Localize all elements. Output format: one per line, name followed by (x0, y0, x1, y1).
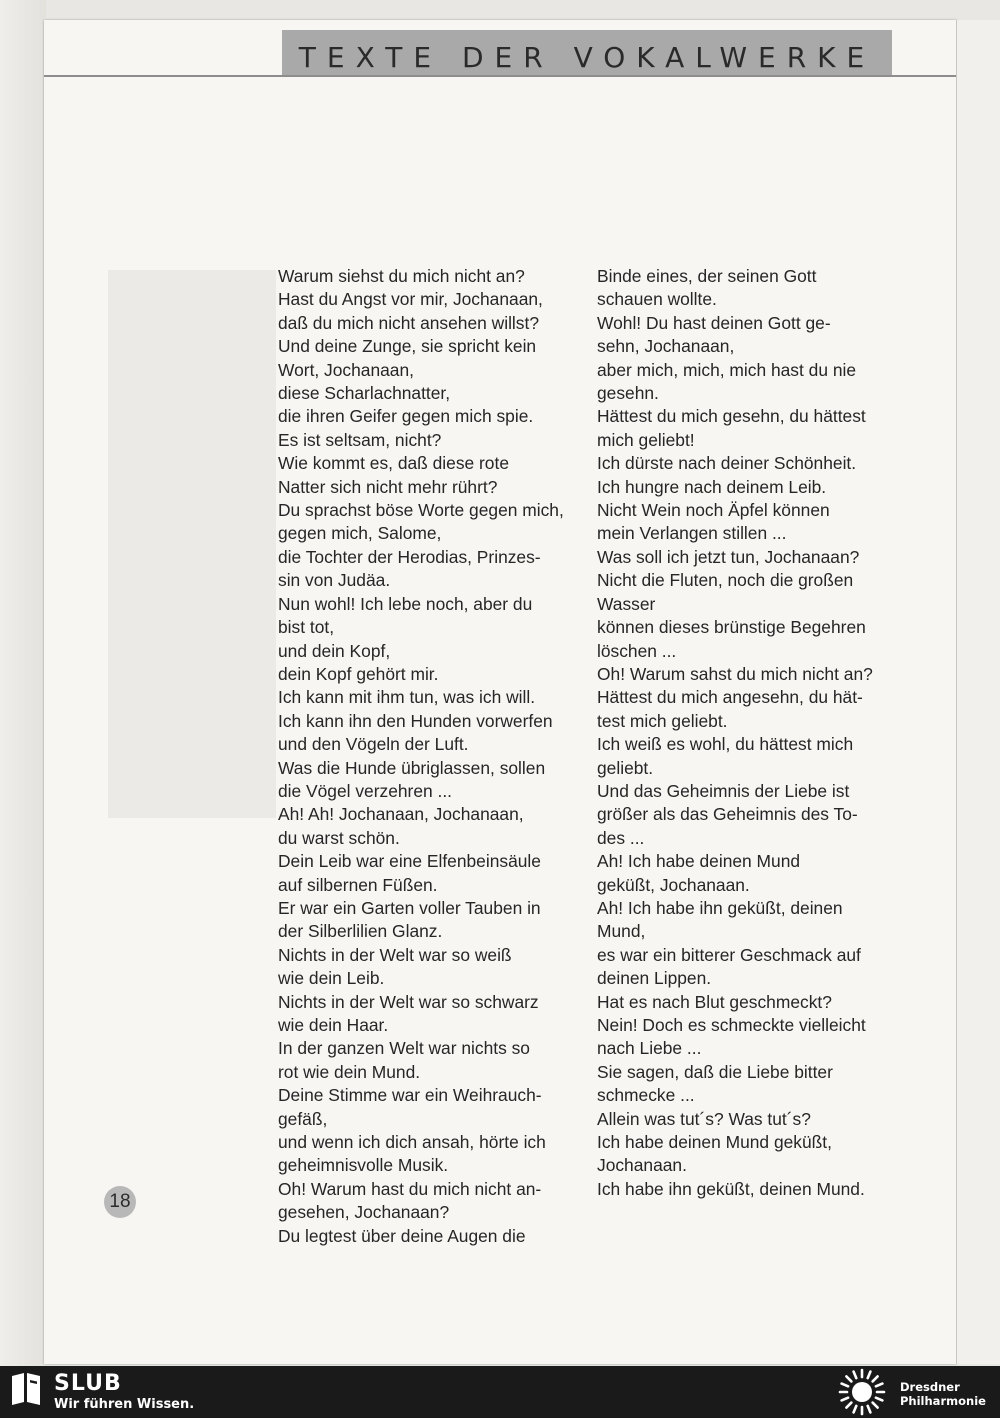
poem-line: Ah! Ah! Jochanaan, Jochanaan, (278, 804, 524, 825)
poem-line: der Silberlilien Glanz. (278, 921, 443, 942)
poem-line: nach Liebe ... (597, 1038, 702, 1059)
page-number: 18 (104, 1186, 136, 1218)
poem-line: die Vögel verzehren ... (278, 780, 453, 801)
poem-line: Dein Leib war eine Elfenbeinsäule (278, 851, 541, 872)
poem-line: Er war ein Garten voller Tauben in (278, 897, 541, 918)
poem-line: des ... (597, 827, 645, 848)
poem-line: Es ist seltsam, nicht? (278, 429, 442, 450)
lyrics-column-right (597, 265, 897, 1201)
poem-line: Binde eines, der seinen Gott (597, 266, 817, 286)
poem-line: auf silbernen Füßen. (278, 874, 438, 895)
poem-line: Warum siehst du mich nicht an? (278, 266, 525, 286)
poem-line: Ich weiß es wohl, du hättest mich (597, 734, 854, 755)
poem-line: mich geliebt! (597, 429, 695, 450)
poem-line: Nicht die Fluten, noch die großen (597, 570, 854, 591)
poem-line: Und deine Zunge, sie spricht kein (278, 336, 537, 357)
poem-line: aber mich, mich, mich hast du nie (597, 359, 857, 380)
poem-line: gesehen, Jochanaan? (278, 1202, 450, 1223)
page-title: TEXTE DER VOKALWERKE (298, 41, 876, 74)
book-icon (10, 1372, 42, 1406)
bleed-through-shading (108, 270, 276, 818)
poem-line: Natter sich nicht mehr rührt? (278, 476, 498, 497)
poem-line: es war ein bitterer Geschmack auf (597, 944, 861, 965)
poem-line: Oh! Warum hast du mich nicht an- (278, 1178, 542, 1199)
poem-line: sehn, Jochanaan, (597, 336, 735, 357)
poem-line: Allein was tut´s? Was tut´s? (597, 1108, 811, 1129)
poem-line: gegen mich, Salome, (278, 523, 442, 544)
poem-line: gesehn. (597, 383, 659, 404)
poem-line: Hättest du mich angesehn, du hät- (597, 687, 863, 708)
poem-line: daß du mich nicht ansehen willst? (278, 312, 539, 333)
poem-line: deinen Lippen. (597, 968, 712, 989)
poem-line: Wort, Jochanaan, (278, 359, 414, 380)
poem-line: Ich hungre nach deinem Leib. (597, 476, 827, 497)
poem-line: Was die Hunde übriglassen, sollen (278, 757, 546, 778)
poem-line: und dein Kopf, (278, 640, 391, 661)
poem-line: dein Kopf gehört mir. (278, 663, 439, 684)
poem-line: Nein! Doch es schmeckte vielleicht (597, 1015, 866, 1035)
poem-line: schauen wollte. (597, 289, 717, 310)
poem-line: Jochanaan. (597, 1155, 687, 1176)
poem-line: du warst schön. (278, 827, 400, 848)
philharmonie-name-line1: Dresdner (900, 1380, 960, 1394)
poem-line: In der ganzen Welt war nichts so (278, 1038, 530, 1059)
poem-line: Wohl! Du hast deinen Gott ge- (597, 312, 831, 333)
poem-line: löschen ... (597, 640, 677, 661)
poem-line: die ihren Geifer gegen mich spie. (278, 406, 534, 427)
poem-line: können dieses brünstige Begehren (597, 617, 866, 638)
header-rule (44, 75, 956, 77)
poem-line: Hast du Angst vor mir, Jochanaan, (278, 289, 543, 310)
poem-line: Sie sagen, daß die Liebe bitter (597, 1061, 833, 1082)
poem-line: Deine Stimme war ein Weihrauch- (278, 1085, 542, 1106)
poem-line: Nichts in der Welt war so schwarz (278, 991, 539, 1012)
poem-line: schmecke ... (597, 1085, 695, 1106)
poem-line: Ich habe ihn geküßt, deinen Mund. (597, 1178, 865, 1199)
poem-line: Nun wohl! Ich lebe noch, aber du (278, 593, 533, 614)
poem-line: Oh! Warum sahst du mich nicht an? (597, 663, 873, 684)
poem-line: geheimnisvolle Musik. (278, 1155, 449, 1176)
scan-left-edge (0, 0, 46, 1366)
poem-line: Du sprachst böse Worte gegen mich, (278, 500, 564, 521)
poem-line: größer als das Geheimnis des To- (597, 804, 858, 825)
poem-line: Ich dürste nach deiner Schönheit. (597, 453, 857, 474)
poem-line: gefäß, (278, 1108, 328, 1129)
poem-line: Wie kommt es, daß diese rote (278, 453, 509, 474)
poem-line: Ich kann mit ihm tun, was ich will. (278, 687, 536, 708)
poem-line: Ah! Ich habe ihn geküßt, deinen (597, 897, 843, 918)
philharmonie-name-line2: Philharmonie (900, 1394, 986, 1408)
poem-line: Wasser (597, 593, 656, 614)
poem-line: geküßt, Jochanaan. (597, 874, 750, 895)
poem-line: Du legtest über deine Augen die (278, 1225, 526, 1246)
sunburst-icon (838, 1368, 886, 1416)
poem-line: die Tochter der Herodias, Prinzes- (278, 546, 541, 567)
poem-line: bist tot, (278, 617, 335, 638)
poem-line: und den Vögeln der Luft. (278, 734, 469, 755)
poem-line: test mich geliebt. (597, 710, 728, 731)
poem-line: Hättest du mich gesehn, du hättest (597, 406, 866, 427)
poem-line: diese Scharlachnatter, (278, 383, 451, 404)
poem-line: wie dein Leib. (278, 968, 385, 989)
poem-line: Und das Geheimnis der Liebe ist (597, 780, 850, 801)
poem-line: sin von Judäa. (278, 570, 391, 591)
poem-line: Was soll ich jetzt tun, Jochanaan? (597, 546, 860, 567)
next-page-edge (956, 20, 1000, 1364)
poem-line: und wenn ich dich ansah, hörte ich (278, 1132, 546, 1153)
slub-logo-text[interactable]: SLUB (54, 1371, 122, 1396)
poem-line: Ich habe deinen Mund geküßt, (597, 1132, 832, 1153)
poem-line: Ich kann ihn den Hunden vorwerfen (278, 710, 553, 731)
poem-line: Nichts in der Welt war so weiß (278, 944, 512, 965)
slub-tagline: Wir führen Wissen. (54, 1397, 195, 1412)
poem-line: wie dein Haar. (278, 1015, 389, 1035)
poem-line: geliebt. (597, 757, 654, 778)
poem-line: Hat es nach Blut geschmeckt? (597, 991, 832, 1012)
poem-line: Nicht Wein noch Äpfel können (597, 500, 830, 521)
poem-line: mein Verlangen stillen ... (597, 523, 787, 544)
poem-line: rot wie dein Mund. (278, 1061, 421, 1082)
philharmonie-logo-text[interactable] (900, 1380, 986, 1408)
poem-line: Ah! Ich habe deinen Mund (597, 851, 801, 872)
lyrics-column-left (278, 265, 583, 1248)
poem-line: Mund, (597, 921, 646, 942)
